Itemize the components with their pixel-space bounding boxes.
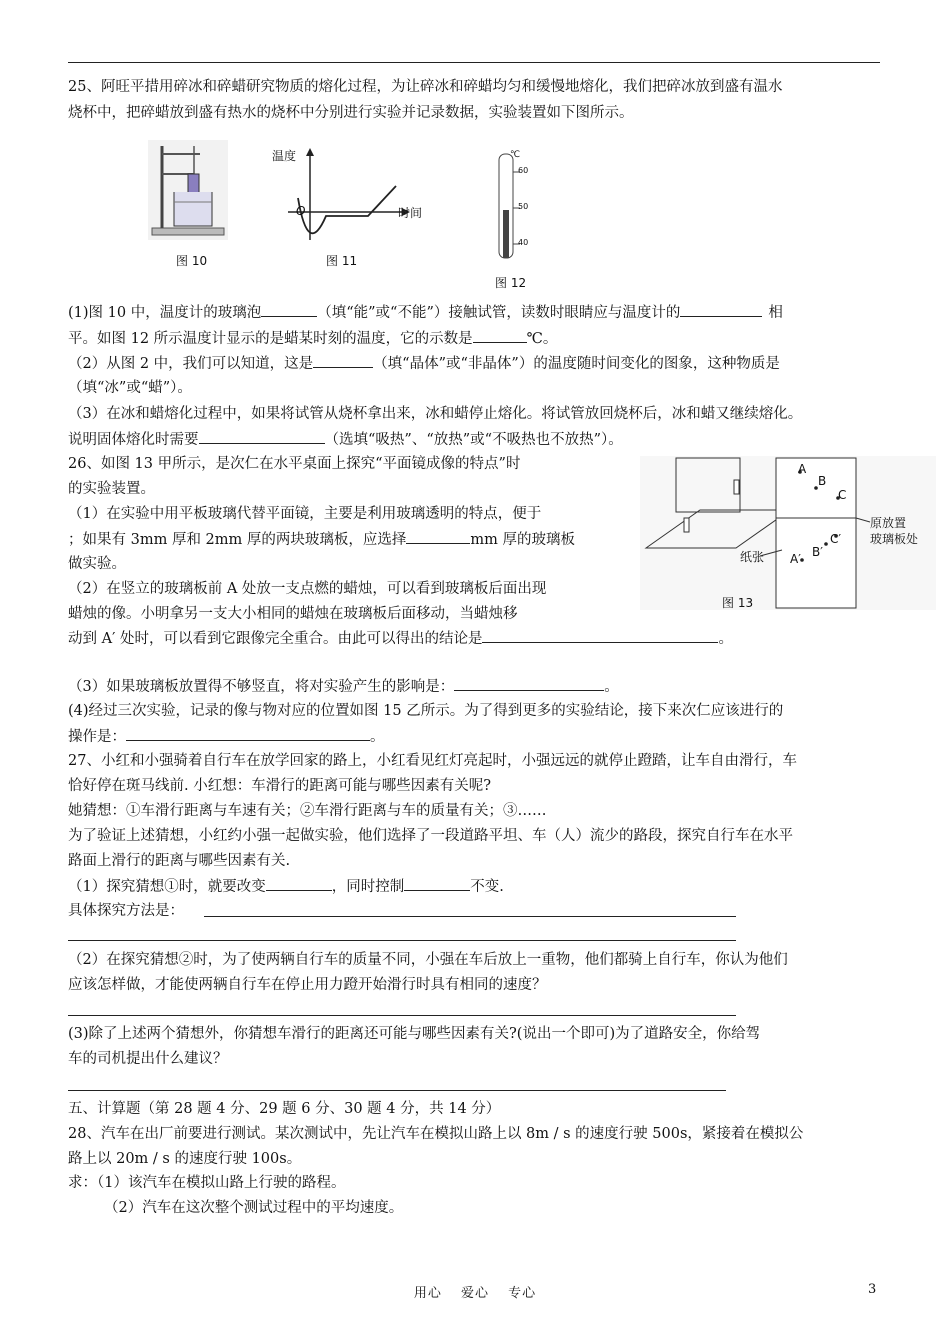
thermometer-unit: ℃ — [510, 150, 521, 160]
q27-line5: 路面上滑行的距离与哪些因素有关. — [68, 853, 291, 869]
figure-10-caption: 图 10 — [176, 254, 208, 268]
q27-method-label: 具体探究方法是： — [68, 903, 184, 919]
graph-y-label: 温度 — [272, 149, 297, 163]
answer-blank[interactable] — [406, 529, 470, 544]
answer-blank[interactable] — [261, 302, 317, 317]
page-number: 3 — [868, 1282, 877, 1297]
point-b-prime: B′ — [812, 545, 823, 559]
figure-13-caption: 图 13 — [722, 596, 754, 610]
graph-origin-label: O — [296, 204, 306, 218]
answer-blank[interactable] — [199, 429, 325, 444]
q28-line4: （2）汽车在这次整个测试过程中的平均速度。 — [104, 1200, 404, 1216]
point-c-prime: C′ — [830, 532, 842, 546]
thermometer-tick-40: 40 — [518, 238, 529, 247]
graph-x-label: 时间 — [398, 206, 423, 220]
page-footer: 用心 爱心 专心 — [413, 1286, 537, 1301]
q26-line1: 26、如图 13 甲所示，是次仁在水平桌面上探究“平面镜成像的特点”时 — [68, 456, 521, 472]
q27-part2-line2: 应该怎样做，才能使两辆自行车在停止用力蹬开始滑行时具有相同的速度？ — [68, 977, 547, 993]
q28-line1: 28、汽车在出厂前要进行测试。某次测试中，先让汽车在模拟山路上以 8m / s 的速度行驶 500s，紧接着在模拟公 — [68, 1126, 804, 1142]
q26-line3: （1）在实验中用平板玻璃代替平面镜，主要是利用玻璃透明的特点，便于 — [68, 506, 542, 522]
point-c: C — [838, 488, 847, 502]
q27-part3-line2: 车的司机提出什么建议？ — [68, 1051, 228, 1067]
figure-10-apparatus — [148, 140, 228, 240]
q27-part1: （1）探究猜想①时，就要改变 ，同时控制 不变. — [68, 876, 504, 897]
q25-part3-line2: 说明固体熔化时需要 （选填“吸热”、“放热”或“不吸热也不放热”）。 — [68, 429, 623, 450]
answer-blank[interactable] — [454, 676, 604, 691]
q27-line4: 为了验证上述猜想，小红约小强一起做实验，他们选择了一段道路平坦、车（人）流少的路段，探究自行车在水平 — [68, 828, 793, 844]
q27-part3-line1: (3)除了上述两个猜想外，你猜想车滑行的距离还可能与哪些因素有关?(说出一个即可)为了道路安全，你给驾 — [68, 1026, 761, 1042]
answer-blank[interactable] — [482, 628, 718, 643]
answer-line[interactable] — [68, 940, 736, 941]
q27-line1: 27、小红和小强骑着自行车在放学回家的路上，小红看见红灯亮起时，小强远远的就停止蹬踏，让车自由滑行，车 — [68, 753, 797, 769]
answer-blank[interactable] — [404, 876, 470, 891]
q26-part4-line1: (4)经过三次实验，记录的像与物对应的位置如图 15 乙所示。为了得到更多的实验结论，接下来次仁应该进行的 — [68, 703, 784, 719]
answer-line[interactable] — [68, 1015, 736, 1016]
point-b: B — [818, 474, 827, 488]
answer-blank[interactable] — [313, 353, 373, 368]
q26-line2: 的实验装置。 — [68, 481, 155, 497]
q25-part1-line2: 平。如图 12 所示温度计显示的是蜡某时刻的温度，它的示数是 ℃。 — [68, 328, 557, 349]
q27-part2-line1: （2）在探究猜想②时，为了使两辆自行车的质量不同，小强在车后放上一重物，他们都骑上自行车，你认为他们 — [68, 952, 788, 968]
q26-part3: （3）如果玻璃板放置得不够竖直，将对实验产生的影响是： 。 — [68, 676, 619, 697]
q26-part4-line2: 操作是： 。 — [68, 726, 385, 747]
figure-12-caption: 图 12 — [495, 276, 527, 290]
q26-line4: ；如果有 3mm 厚和 2mm 厚的两块玻璃板，应选择 mm 厚的玻璃板 — [68, 529, 575, 550]
thermometer-tick-60: 60 — [518, 166, 529, 175]
q26-line5: 做实验。 — [68, 556, 126, 572]
label-paper: 纸张 — [740, 550, 765, 564]
q25-part3-line1: （3）在冰和蜡熔化过程中，如果将试管从烧杯拿出来，冰和蜡停止熔化。将试管放回烧杯后，冰和蜡又继续熔化。 — [68, 406, 803, 422]
q25-intro-2: 烧杯中，把碎蜡放到盛有热水的烧杯中分别进行实验并记录数据，实验装置如下图所示。 — [68, 105, 634, 121]
top-rule — [68, 62, 880, 63]
answer-line[interactable] — [68, 1090, 726, 1091]
answer-blank[interactable] — [266, 876, 332, 891]
label-original-position-1: 原放置 — [870, 516, 907, 530]
q27-line2: 恰好停在斑马线前. 小红想：车滑行的距离可能与哪些因素有关呢? — [68, 778, 491, 794]
q25-part1-line1: (1)图 10 中，温度计的玻璃泡 （填“能”或“不能”）接触试管，读数时眼睛应与温度计的 相 — [68, 302, 783, 323]
section-5-title: 五、计算题（第 28 题 4 分、29 题 6 分、30 题 4 分，共 14 分） — [68, 1101, 501, 1117]
label-original-position-2: 玻璃板处 — [870, 532, 919, 546]
q26-line6: （2）在竖立的玻璃板前 A 处放一支点燃的蜡烛，可以看到玻璃板后面出现 — [68, 581, 547, 597]
q27-line3: 她猜想：①车滑行距离与车速有关；②车滑行距离与车的质量有关；③…… — [68, 803, 547, 819]
answer-blank[interactable] — [473, 328, 527, 343]
q28-line3: 求：（1）该汽车在模拟山路上行驶的路程。 — [68, 1175, 346, 1191]
point-a: A — [798, 462, 807, 476]
answer-blank[interactable] — [680, 302, 762, 317]
point-a-prime: A′ — [790, 552, 801, 566]
answer-blank[interactable] — [126, 726, 370, 741]
figure-11-caption: 图 11 — [326, 254, 358, 268]
q28-line2: 路上以 20m / s 的速度行驶 100s。 — [68, 1151, 302, 1167]
q25-intro-1: 25、阿旺平措用碎冰和碎蜡研究物质的熔化过程，为让碎冰和碎蜡均匀和缓慢地熔化，我们把碎冰放到盛有温水 — [68, 79, 783, 95]
q25-part2-line1: （2）从图 2 中，我们可以知道，这是 （填“晶体”或“非晶体”）的温度随时间变化的图象，这种物质是 — [68, 353, 780, 374]
q26-line8: 动到 A′ 处时，可以看到它跟像完全重合。由此可以得出的结论是 。 — [68, 628, 733, 649]
answer-line[interactable] — [204, 916, 736, 917]
q25-part2-line2: （填“冰”或“蜡”）。 — [68, 380, 192, 396]
thermometer-tick-50: 50 — [518, 202, 529, 211]
q26-line7: 蜡烛的像。小明拿另一支大小相同的蜡烛在玻璃板后面移动，当蜡烛移 — [68, 606, 518, 622]
